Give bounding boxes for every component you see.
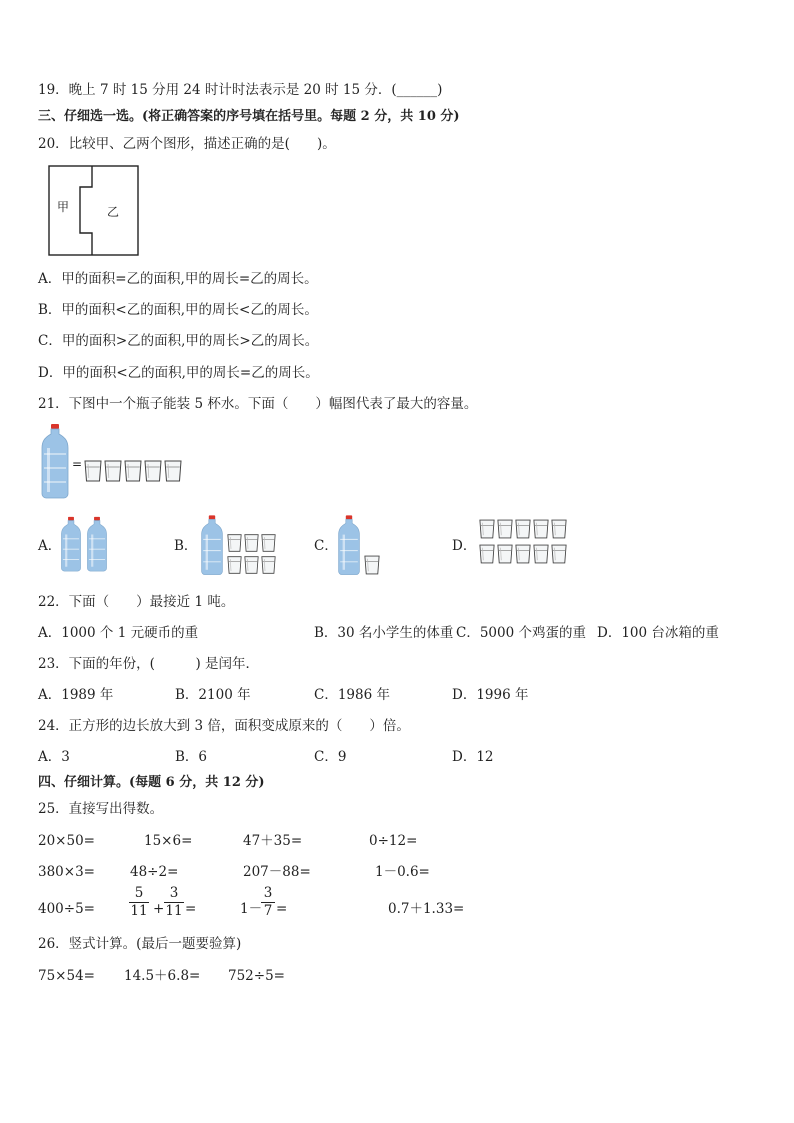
denominator: 11: [130, 903, 148, 919]
q21-option-a-picture: [60, 515, 108, 573]
calc-47plus35: 47＋35=: [243, 833, 303, 849]
cup-icon: [244, 555, 259, 575]
q21-option-d-picture: [479, 518, 569, 565]
cup-icon: [84, 459, 102, 483]
vertical-calc-75x54: 75×54=: [38, 968, 95, 984]
q21-option-b-picture: [200, 515, 278, 575]
q21-option-a-label: A．: [38, 538, 62, 554]
cup-icon: [551, 518, 567, 540]
question-25-stem: 25．直接写出得数。: [38, 801, 164, 817]
q20-option-a: A．甲的面积=乙的面积,甲的周长=乙的周长。: [38, 271, 318, 287]
q22-option-c: C．5000 个鸡蛋的重: [456, 625, 586, 641]
question-26-stem: 26．竖式计算。(最后一题要验算): [38, 936, 242, 952]
q22-option-b: B．30 名小学生的体重: [314, 625, 454, 641]
one-minus: 1－: [240, 901, 263, 917]
cup-icon: [497, 518, 513, 540]
water-bottle-icon: [337, 515, 361, 575]
question-20-stem: 20．比较甲、乙两个图形，描述正确的是( )。: [38, 136, 336, 152]
water-bottle-icon: [86, 515, 108, 573]
cup-icon: [515, 518, 531, 540]
calc-48div2: 48÷2=: [130, 864, 179, 880]
cup-icon: [551, 543, 567, 565]
q22-option-a: A．1000 个 1 元硬币的重: [38, 625, 199, 641]
water-bottle-icon: [40, 424, 70, 498]
plus-sign: +: [153, 901, 165, 917]
figure-label-jia: 甲: [57, 200, 70, 214]
equals-sign: =: [72, 457, 83, 471]
cup-icon: [164, 459, 182, 483]
calc-0div12: 0÷12=: [369, 833, 418, 849]
q21-option-c-picture: [337, 515, 382, 575]
numerator: 3: [263, 885, 273, 901]
q21-option-b-label: B．: [174, 538, 198, 554]
question-19: 19．晚上 7 时 15 分用 24 时计时法表示是 20 时 15 分．(______): [38, 82, 443, 98]
question-22-stem: 22．下面（ ）最接近 1 吨。: [38, 594, 235, 610]
calc-07plus133: 0.7＋1.33=: [388, 901, 465, 917]
water-bottle-icon: [200, 515, 224, 575]
calc-1minus06: 1－0.6=: [375, 864, 430, 880]
calc-380x3: 380×3=: [38, 864, 95, 880]
section-3-heading: 三、仔细选一选。(将正确答案的序号填在括号里。每题 2 分，共 10 分): [38, 109, 460, 124]
cup-icon: [261, 555, 276, 575]
q23-option-d: D．1996 年: [452, 687, 529, 703]
vertical-calc-14-5plus6-8: 14.5＋6.8=: [124, 968, 201, 984]
q23-option-a: A．1989 年: [38, 687, 114, 703]
fraction-3-11: [164, 886, 184, 919]
figure-label-yi: 乙: [107, 205, 120, 219]
water-bottle-icon: [60, 515, 82, 573]
equals-sign-frac: =: [185, 901, 197, 917]
question-24-stem: 24．正方形的边长放大到 3 倍，面积变成原来的（ ）倍。: [38, 718, 410, 734]
water-bottle-icon: [40, 424, 70, 498]
cup-icon: [227, 555, 242, 575]
q24-option-a: A．3: [38, 749, 70, 765]
denominator: 11: [165, 903, 183, 919]
numerator: 5: [134, 885, 144, 901]
numerator: 3: [169, 885, 179, 901]
question-21-stem: 21．下图中一个瓶子能装 5 杯水。下面（ ）幅图代表了最大的容量。: [38, 396, 478, 412]
q20-option-d: D．甲的面积<乙的面积,甲的周长=乙的周长。: [38, 365, 319, 381]
cup-icon: [515, 543, 531, 565]
q21-option-d-label: D．: [452, 538, 477, 554]
cup-icon: [364, 555, 380, 575]
cup-icon: [144, 459, 162, 483]
cup-icon: [479, 518, 495, 540]
q24-option-c: C．9: [314, 749, 347, 765]
cup-icon: [104, 459, 122, 483]
cup-icon: [533, 518, 549, 540]
question-23-stem: 23．下面的年份，( ) 是闰年．: [38, 656, 260, 672]
q24-option-d: D．12: [452, 749, 494, 765]
cup-icon: [479, 543, 495, 565]
cup-icon: [533, 543, 549, 565]
fraction-5-11: [129, 886, 149, 919]
q23-option-c: C．1986 年: [314, 687, 390, 703]
cup-icon: [227, 533, 242, 553]
calc-400div5: 400÷5=: [38, 901, 95, 917]
q23-option-b: B．2100 年: [175, 687, 251, 703]
q20-option-c: C．甲的面积>乙的面积,甲的周长>乙的周长。: [38, 333, 319, 349]
calc-20x50: 20×50=: [38, 833, 95, 849]
calc-15x6: 15×6=: [144, 833, 193, 849]
cup-icon: [261, 533, 276, 553]
q21-option-c-label: C．: [314, 538, 338, 554]
q22-option-d: D．100 台冰箱的重: [597, 625, 719, 641]
equals-sign-frac3: =: [276, 901, 288, 917]
cup-icon: [244, 533, 259, 553]
cup-icon: [497, 543, 513, 565]
section-4-heading: 四、仔细计算。(每题 6 分，共 12 分): [38, 775, 265, 790]
vertical-calc-752div5: 752÷5=: [228, 968, 285, 984]
cup-icon: [124, 459, 142, 483]
denominator: 7: [263, 903, 273, 919]
q20-option-b: B．甲的面积<乙的面积,甲的周长<乙的周长。: [38, 302, 318, 318]
q24-option-b: B．6: [175, 749, 208, 765]
fraction-3-7: [261, 886, 275, 919]
cups-row-5: [84, 459, 184, 483]
calc-207minus88: 207－88=: [243, 864, 311, 880]
